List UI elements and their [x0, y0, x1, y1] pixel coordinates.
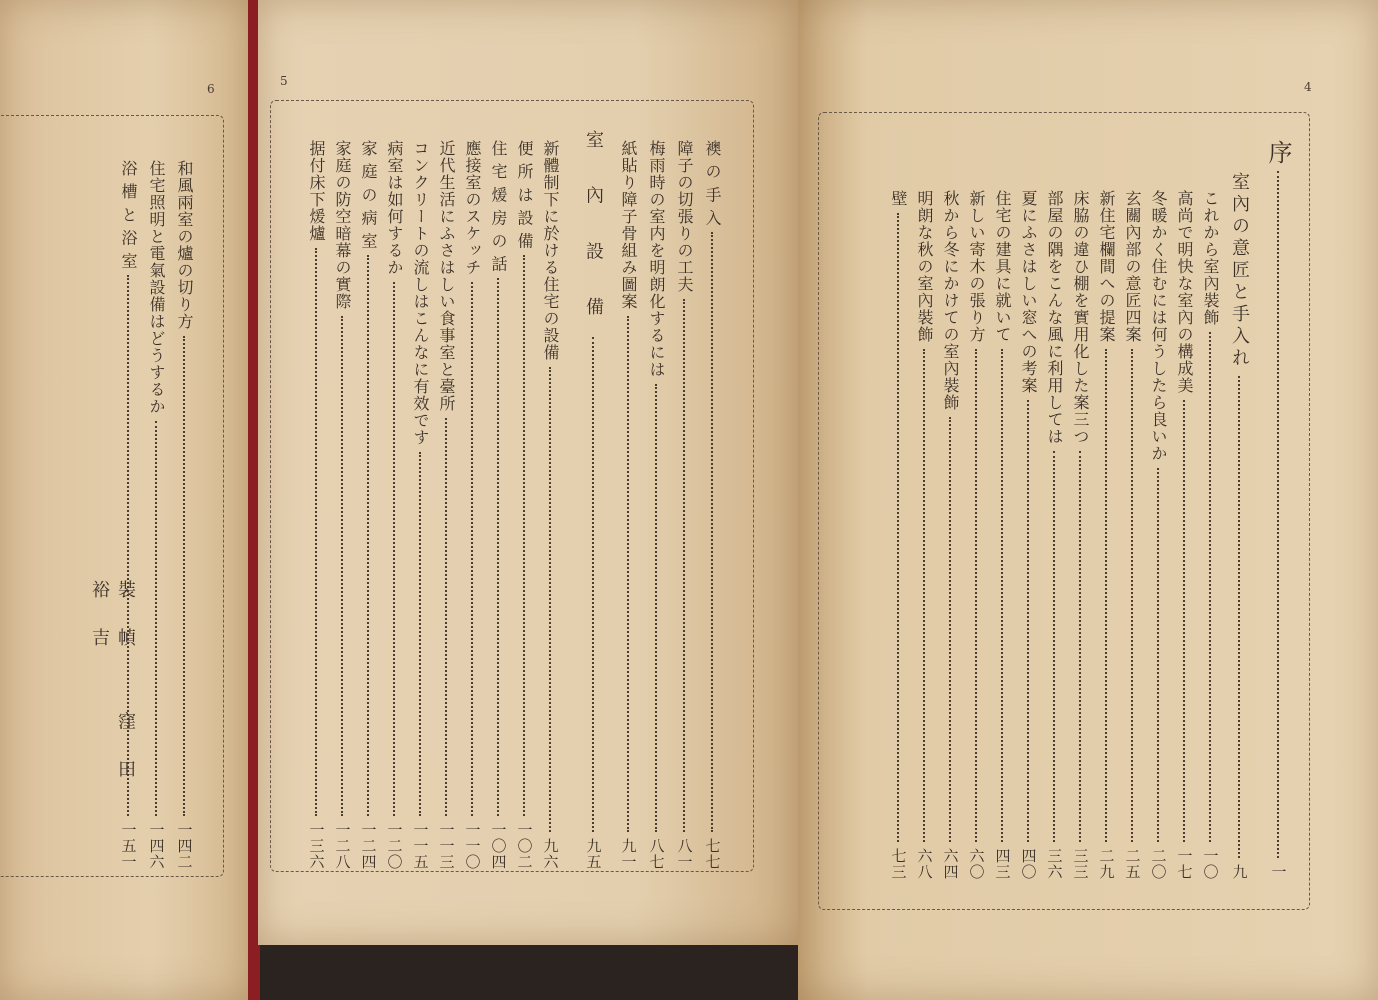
- toc-entry: [1124, 190, 1140, 880]
- leader-dots: [1105, 349, 1107, 842]
- toc-entry: [360, 140, 376, 870]
- page-ref: 三六: [1045, 848, 1064, 880]
- leader-dots: [367, 255, 369, 816]
- entry-title: 明朗な秋の室內裝飾: [915, 190, 934, 343]
- leader-dots: [393, 282, 395, 816]
- leader-dots: [711, 232, 713, 832]
- page-ref: 二〇: [1149, 848, 1168, 880]
- entry-title: 床脇の違ひ棚を實用化した案三つ: [1071, 190, 1090, 445]
- page-ref: 一七: [1175, 848, 1194, 880]
- leader-dots: [1277, 171, 1279, 858]
- toc-entry: [334, 140, 350, 870]
- binding-credit: 裝幀 窪田裕吉: [89, 580, 136, 808]
- leader-dots: [975, 349, 977, 842]
- entry-title: 住宅照明と電氣設備はどうするか: [147, 160, 166, 415]
- leader-dots: [523, 255, 525, 816]
- entry-title: コンクリートの流しはこんなに有效です: [411, 140, 430, 446]
- toc-entry: [648, 140, 664, 870]
- page-ref: 四〇: [1019, 848, 1038, 880]
- toc-entry: [620, 140, 636, 870]
- toc-entry: [968, 190, 984, 880]
- leader-dots: [1027, 400, 1029, 842]
- entry-title: 住宅の建具に就いて: [993, 190, 1012, 343]
- page-ref: 一二四: [359, 822, 378, 870]
- page-ref: 一一五: [411, 822, 430, 870]
- entry-title: 新住宅欄間への提案: [1097, 190, 1116, 343]
- toc-entry: [1020, 190, 1036, 880]
- entry-title: 新しい寄木の張り方: [967, 190, 986, 343]
- toc-entry: [148, 160, 164, 870]
- page-ref: 六八: [915, 848, 934, 880]
- middle-page: [258, 0, 798, 945]
- leader-dots: [949, 417, 951, 842]
- page-ref: 七三: [889, 848, 908, 880]
- toc-entry: [1202, 190, 1218, 880]
- leader-dots: [341, 316, 343, 816]
- entry-title: 据付床下煖爐: [307, 140, 326, 242]
- toc-entry: [542, 140, 558, 870]
- entry-title: 新體制下に於ける住宅の設備: [541, 140, 560, 361]
- entry-title: 紙貼り障子骨組み圖案: [619, 140, 638, 310]
- entry-title: 冬暖かく住むには何うしたら良いか: [1149, 190, 1168, 462]
- page-ref: 一〇四: [489, 822, 508, 870]
- entry-title: 夏にふさはしい窓への考案: [1019, 190, 1038, 394]
- page-ref: 六〇: [967, 848, 986, 880]
- toc-entry: [490, 140, 506, 870]
- entry-title: 高尚で明快な室內の構成美: [1175, 190, 1194, 394]
- entry-title: 住 宅 煖 房 の 話: [489, 140, 508, 273]
- page-ref: 九: [1230, 864, 1249, 880]
- leader-dots: [1157, 468, 1159, 842]
- page-ref: 一五一: [119, 822, 138, 870]
- toc-entry: [308, 140, 324, 870]
- leader-dots: [1079, 451, 1081, 842]
- left-page: [0, 0, 252, 1000]
- entry-title: これから室內裝飾: [1201, 190, 1220, 326]
- toc-preface-row: [1266, 140, 1290, 880]
- toc-entry: [676, 140, 692, 870]
- leader-dots: [1238, 376, 1240, 858]
- entry-title: 病室は如何するか: [385, 140, 404, 276]
- page-ref: 一二八: [333, 822, 352, 870]
- page-ref: 一二〇: [385, 822, 404, 870]
- leader-dots: [445, 418, 447, 816]
- toc-entry: [1098, 190, 1114, 880]
- toc-entry: [464, 140, 480, 870]
- section-heading: 室內の意匠と手入れ: [1229, 172, 1250, 370]
- page-ref: 一: [1269, 864, 1288, 880]
- page-ref: 九六: [541, 838, 560, 870]
- toc-entry: [1072, 190, 1088, 880]
- leader-dots: [683, 299, 685, 832]
- leader-dots: [1131, 349, 1133, 842]
- leader-dots: [592, 337, 594, 832]
- toc-entry: [1046, 190, 1062, 880]
- toc-entry: [916, 190, 932, 880]
- leader-dots: [1183, 400, 1185, 842]
- leader-dots: [1209, 332, 1211, 842]
- leader-dots: [627, 316, 629, 832]
- entry-title: 家 庭 の 病 室: [359, 140, 378, 250]
- toc-entry: [516, 140, 532, 870]
- page-ref: 一四二: [175, 822, 194, 870]
- entry-title: 梅雨時の室内を明朗化するには: [647, 140, 666, 378]
- entry-title: 秋から冬にかけての室內裝飾: [941, 190, 960, 411]
- right-page: [798, 0, 1378, 1000]
- toc-entry: [1150, 190, 1166, 880]
- leader-dots: [497, 278, 499, 816]
- toc-entry: [412, 140, 428, 870]
- leader-dots: [155, 421, 157, 816]
- page-ref: 一一三: [437, 822, 456, 870]
- page-number: 4: [1304, 80, 1312, 94]
- entry-title: 襖 の 手 入: [703, 140, 722, 227]
- page-ref: 一三六: [307, 822, 326, 870]
- leader-dots: [471, 282, 473, 816]
- entry-title: 近代生活にふさはしい食事室と臺所: [437, 140, 456, 412]
- entry-title: 玄關內部の意匠四案: [1123, 190, 1142, 343]
- entry-title: 浴 槽 と 浴 室: [119, 160, 138, 270]
- page-ref: 九五: [584, 838, 603, 870]
- leader-dots: [1001, 349, 1003, 842]
- page-ref: 六四: [941, 848, 960, 880]
- leader-dots: [923, 349, 925, 842]
- section-heading: 室 內 設 備: [583, 130, 604, 332]
- page-number: 5: [280, 74, 288, 88]
- toc-entry: [176, 160, 192, 870]
- page-ref: 二九: [1097, 848, 1116, 880]
- page-ref: 九一: [619, 838, 638, 870]
- entry-title: 和風兩室の爐の切り方: [175, 160, 194, 330]
- page-ref: 一〇: [1201, 848, 1220, 880]
- entry-title: 壁: [889, 190, 908, 207]
- page-ref: 一一〇: [463, 822, 482, 870]
- entry-title: 障子の切張りの工夫: [675, 140, 694, 293]
- toc-entry: [1176, 190, 1192, 880]
- leader-dots: [419, 452, 421, 816]
- toc-entry: [704, 140, 720, 870]
- page-ref: 三三: [1071, 848, 1090, 880]
- entry-title: 應接室のスケッチ: [463, 140, 482, 276]
- page-ref: 一〇二: [515, 822, 534, 870]
- page-ref: 四三: [993, 848, 1012, 880]
- leader-dots: [897, 213, 899, 842]
- page-ref: 七七: [703, 838, 722, 870]
- toc-entry: [994, 190, 1010, 880]
- preface-heading: 序: [1264, 140, 1292, 165]
- entry-title: 便 所 は 設 備: [515, 140, 534, 250]
- entry-title: 部屋の隅をこんな風に利用しては: [1045, 190, 1064, 445]
- toc-section-row: [1230, 172, 1248, 880]
- leader-dots: [549, 367, 551, 832]
- leader-dots: [655, 384, 657, 832]
- toc-entry: [438, 140, 454, 870]
- leader-dots: [183, 336, 185, 816]
- page-number: 6: [207, 82, 215, 96]
- toc-entry: [890, 190, 906, 880]
- page-ref: 八一: [675, 838, 694, 870]
- page-ref: 一四六: [147, 822, 166, 870]
- toc-entry: [942, 190, 958, 880]
- entry-title: 家庭の防空暗幕の實際: [333, 140, 352, 310]
- leader-dots: [315, 248, 317, 816]
- page-ref: 二五: [1123, 848, 1142, 880]
- toc-section-row: [584, 130, 602, 870]
- toc-entry: [386, 140, 402, 870]
- page-ref: 八七: [647, 838, 666, 870]
- leader-dots: [1053, 451, 1055, 842]
